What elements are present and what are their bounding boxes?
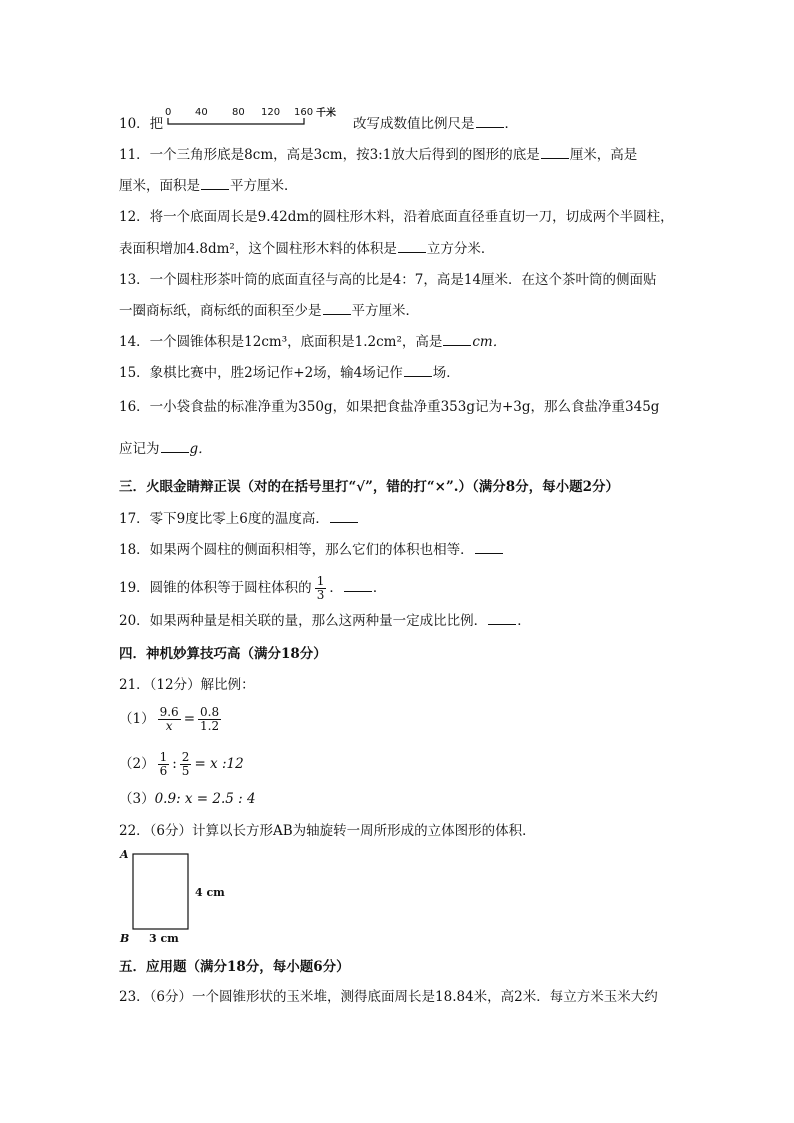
fraction-one-third: $\frac{1}{3}$ xyxy=(316,574,325,602)
scale-label-0: 0 xyxy=(165,107,172,118)
question-12-cont: 表面积增加4.8dm²，这个圆柱形木料的体积是 立方分米． xyxy=(119,241,495,257)
question-16: 16．一小袋食盐的标准净重为350g，如果把食盐净重353g记为+3g，那么食盐净重345g xyxy=(119,399,660,415)
question-18: 18．如果两个圆柱的侧面积相等，那么它们的体积也相等． xyxy=(119,541,504,559)
question-21-part-1: （1） $\frac{9.6}{x}$ = $\frac{0.8}{1.2}$ xyxy=(119,705,220,733)
scale-bar-figure xyxy=(162,106,362,128)
answer-blank[interactable] xyxy=(488,612,516,625)
section-4-heading: 四．神机妙算技巧高（满分18分） xyxy=(119,646,327,662)
answer-blank[interactable] xyxy=(443,333,471,346)
question-20: 20．如果两种量是相关联的量，那么这两种量一定成比比例． ． xyxy=(119,613,531,629)
scale-unit: 千米 xyxy=(316,108,336,119)
question-13-cont: 一圈商标纸，商标纸的面积至少是 平方厘米． xyxy=(119,303,419,319)
answer-blank[interactable] xyxy=(161,440,189,453)
scale-label-80: 80 xyxy=(232,107,245,118)
answer-blank[interactable] xyxy=(475,541,503,554)
label-b: B xyxy=(120,932,130,945)
scale-label-40: 40 xyxy=(195,107,208,118)
section-3-heading: 三．火眼金睛辩正误（对的在括号里打“√”，错的打“×”.）（满分8分，每小题2分） xyxy=(119,479,619,495)
scale-label-120: 120 xyxy=(261,107,281,118)
question-23: 23．（6分）一个圆锥形状的玉米堆，测得底面周长是18.84米，高2米．每立方米玉米大约 xyxy=(119,989,658,1005)
question-14: 14．一个圆锥体积是12cm³，底面积是1.2cm²，高是 cm． xyxy=(119,334,507,350)
scale-line xyxy=(168,118,304,124)
height-label: 4 cm xyxy=(195,886,225,899)
question-11: 11．一个三角形底是8cm，高是3cm，按3:1放大后得到的图形的底是 厘米，高是 xyxy=(119,147,638,163)
answer-blank[interactable] xyxy=(541,146,569,159)
question-10-tail: 改写成数值比例尺是 ． xyxy=(353,116,518,132)
question-21-part-3: （3）0.9: x = 2.5 : 4 xyxy=(119,791,256,807)
question-13: 13．一个圆柱形茶叶筒的底面直径与高的比是4：7，高是14厘米．在这个茶叶筒的侧面贴 xyxy=(119,272,657,288)
section-5-heading: 五．应用题（满分18分，每小题6分） xyxy=(119,959,350,975)
question-17: 17．零下9度比零上6度的温度高． xyxy=(119,510,359,528)
answer-blank[interactable] xyxy=(404,364,432,377)
answer-blank[interactable] xyxy=(201,177,229,190)
question-15: 15．象棋比赛中，胜2场记作+2场，输4场记作 场． xyxy=(119,365,460,381)
answer-blank[interactable] xyxy=(476,115,504,128)
question-22: 22．（6分）计算以长方形AB为轴旋转一周所形成的立体图形的体积． xyxy=(119,823,536,839)
answer-blank[interactable] xyxy=(323,302,351,315)
width-label: 3 cm xyxy=(149,932,179,945)
answer-blank[interactable] xyxy=(330,510,358,523)
label-a: A xyxy=(120,848,129,861)
answer-blank[interactable] xyxy=(344,579,372,592)
question-12: 12．将一个底面周长是9.42dm的圆柱形木料，沿着底面直径垂直切一刀，切成两个半圆柱， xyxy=(119,209,674,225)
question-11-cont: 厘米，面积是 平方厘米． xyxy=(119,178,298,194)
rectangle-shape xyxy=(133,854,188,929)
question-19: 19．圆锥的体积等于圆柱体积的 $\frac{1}{3}$ ． ． xyxy=(119,574,387,602)
question-21: 21．（12分）解比例： xyxy=(119,677,255,693)
question-16-cont: 应记为 g． xyxy=(119,441,212,457)
rectangle-figure xyxy=(119,846,229,946)
scale-label-160: 160 xyxy=(294,107,314,118)
question-21-part-2: （2） $\frac{1}{6}$ : $\frac{2}{5}$ = x :12 xyxy=(119,750,244,778)
question-10: 10．把 xyxy=(119,116,164,132)
answer-blank[interactable] xyxy=(398,240,426,253)
